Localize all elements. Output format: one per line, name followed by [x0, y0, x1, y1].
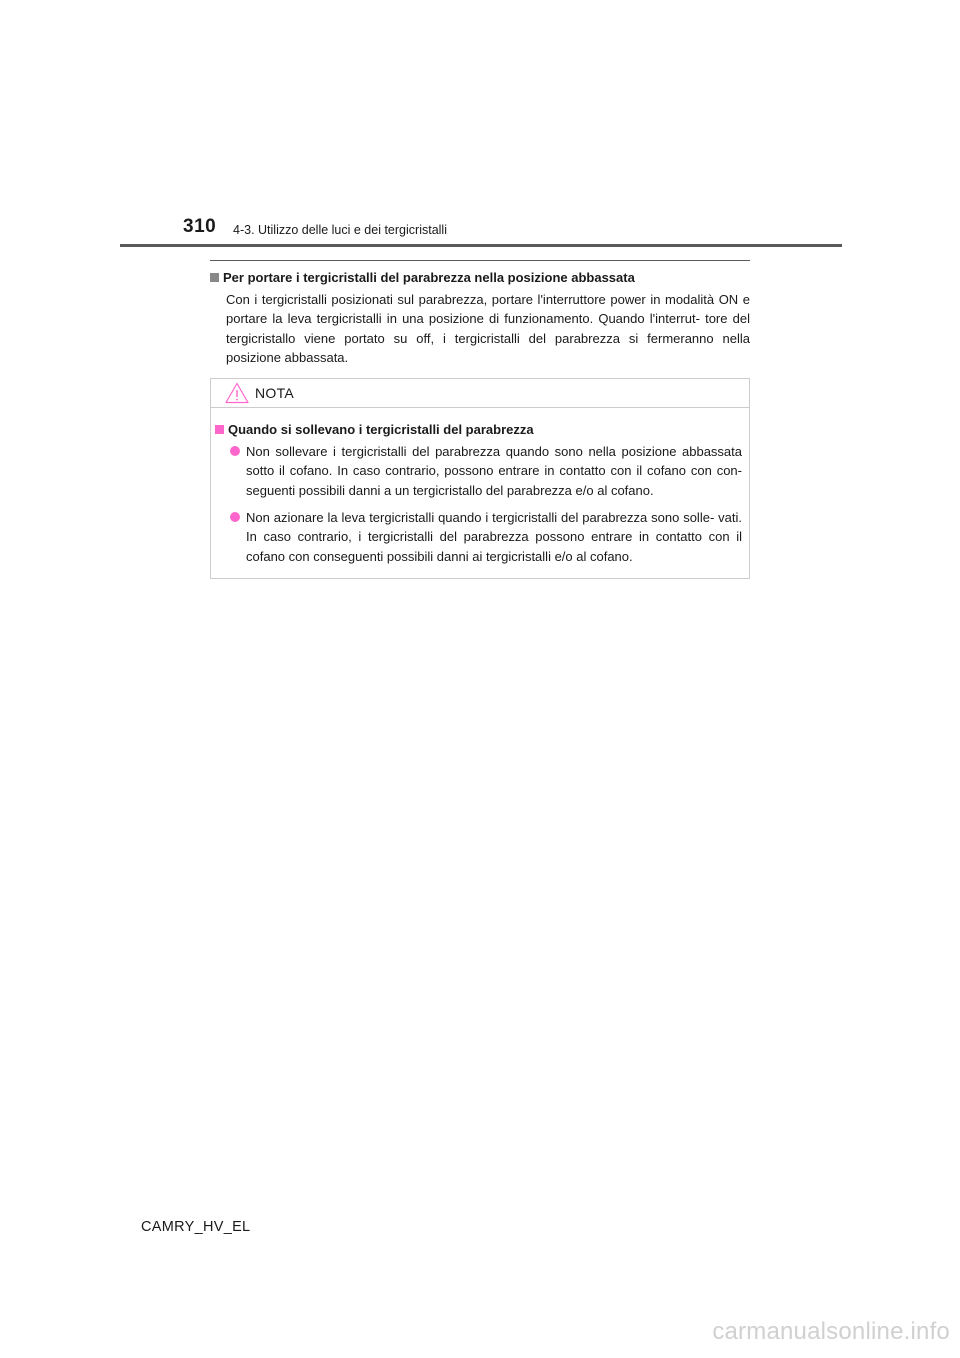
section-divider	[210, 260, 750, 261]
nota-label: NOTA	[255, 385, 295, 402]
square-bullet-icon	[210, 273, 219, 282]
page-content	[210, 260, 750, 579]
section-heading-text: Per portare i tergicristalli del parabrezza nella posizione abbassata	[223, 270, 635, 285]
model-code: CAMRY_HV_EL	[141, 1219, 251, 1235]
nota-heading	[215, 421, 742, 439]
nota-bullet-text: Non azionare la leva tergicristalli quando i tergicristalli del parabrezza sono solle- vati. In caso contrario, i tergicristalli del parabrezza possono entrare in contatto con il cofano con conseguenti possibili danni ai tergicristalli e/o al cofano.	[246, 510, 742, 564]
nota-bullet-text: Non sollevare i tergicristalli del parabrezza quando sono nella posizione abbassata sotto il cofano. In caso contrario, possono entrare in contatto con il cofano con con- seguenti possibili danni a un tergicristallo del parabrezza e/o al cofano.	[246, 444, 742, 498]
circle-bullet-icon	[230, 446, 240, 456]
page-header	[0, 0, 960, 250]
square-bullet-icon	[215, 425, 224, 434]
circle-bullet-icon	[230, 512, 240, 522]
section-body: Con i tergicristalli posizionati sul parabrezza, portare l'interruttore power in modalità ON e portare la leva tergicristalli in una posizione di funzionamento. Quando l'interrut- tore del tergicristallo viene portato su off, i tergicristalli del parabrezza si fermeranno nella posizione abbassata.	[226, 292, 750, 365]
warning-triangle-icon	[225, 382, 249, 404]
nota-bullet-item	[230, 508, 742, 566]
nota-header	[211, 379, 749, 408]
page-number: 310	[183, 216, 217, 237]
nota-box	[210, 378, 750, 579]
nota-body	[211, 408, 749, 578]
section-title: 4-3. Utilizzo delle luci e dei tergicristalli	[233, 223, 447, 237]
watermark: carmanualsonline.info	[712, 1318, 950, 1345]
nota-heading-text: Quando si sollevano i tergicristalli del parabrezza	[228, 422, 534, 438]
nota-bullet-item	[230, 442, 742, 500]
header-rule	[120, 244, 842, 247]
section-heading	[210, 269, 750, 287]
